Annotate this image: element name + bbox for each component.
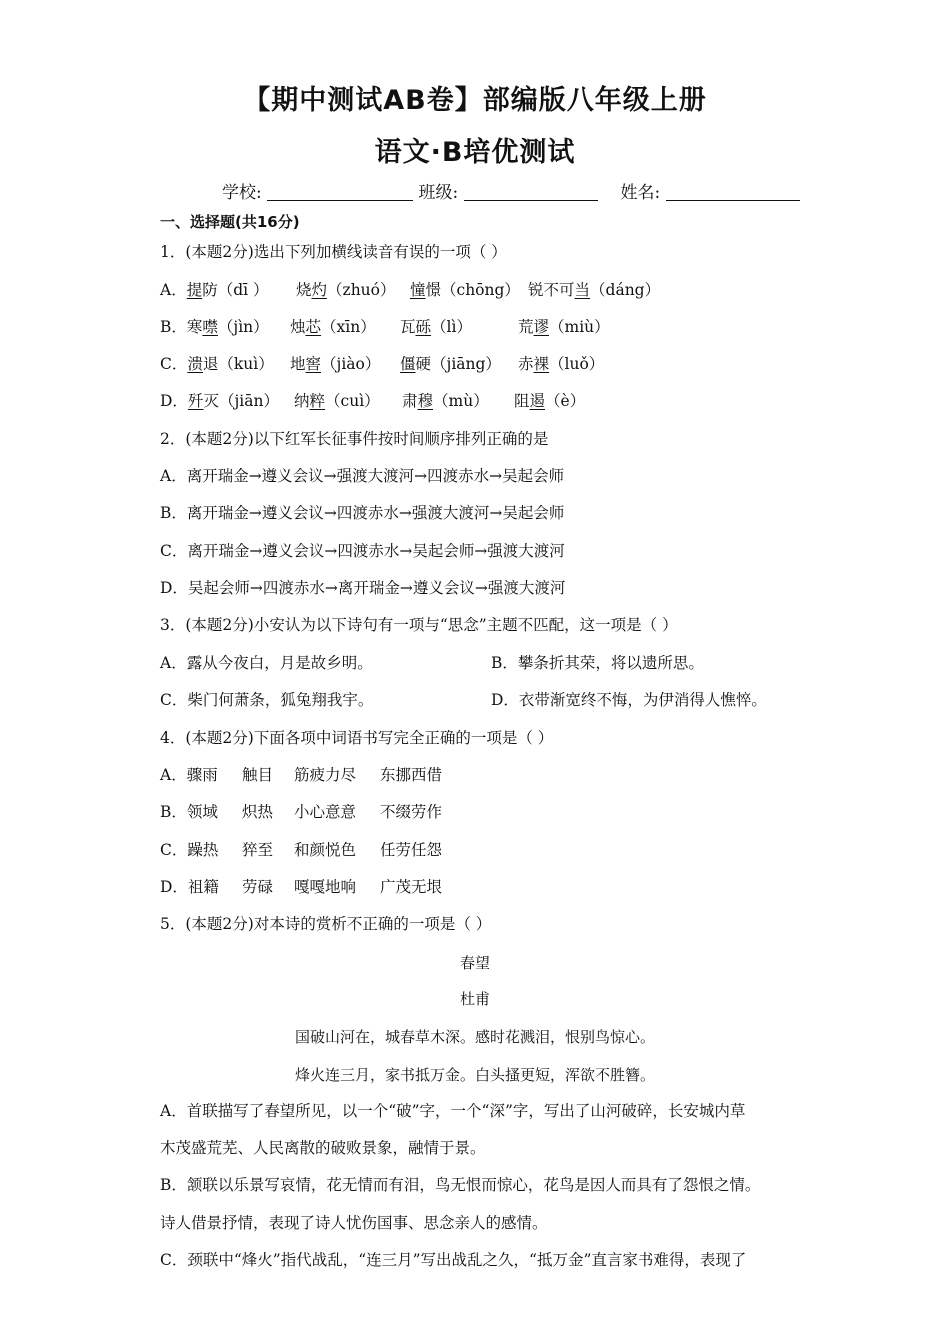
student-info-row	[222, 178, 800, 203]
question-1-option-c: C．溃退（kuì） 地窖（jiào） 僵硬（jiāng） 赤裸（luǒ）	[160, 355, 605, 373]
question-5-option-a-line-2: 木茂盛荒芜、人民离散的破败景象，融情于景。	[160, 1139, 486, 1157]
question-2-option-a: A．离开瑞金→遵义会议→强渡大渡河→四渡赤水→吴起会师	[160, 467, 565, 485]
question-5-option-b-line-1: B．颔联以乐景写哀情，花无情而有泪，鸟无恨而惊心，花鸟是因人而具有了怨恨之情。	[160, 1176, 761, 1194]
question-3-option-b: B．攀条折其荣，将以遗所思。	[491, 654, 704, 672]
question-3-option-a: A．露从今夜白，月是故乡明。	[160, 654, 373, 672]
question-4-stem: 4．(本题2分)下面各项中词语书写完全正确的一项是（ ）	[160, 729, 554, 747]
question-2-stem: 2．(本题2分)以下红军长征事件按时间顺序排列正确的是	[160, 430, 549, 448]
question-4-option-c: C．躁热 猝至 和颜悦色 任劳任怨	[160, 841, 443, 859]
name-label: 姓名:	[620, 183, 661, 203]
question-1-option-b: B．寒噤（jìn） 烛芯（xīn） 瓦砾（lì） 荒谬（miù）	[160, 318, 610, 336]
school-blank[interactable]	[267, 182, 413, 201]
question-4-option-a: A．骤雨 触目 筋疲力尽 东挪西借	[160, 766, 443, 784]
question-5-option-c-line-1: C．颈联中“烽火”指代战乱，“连三月”写出战乱之久，“抵万金”直言家书难得，表现了	[160, 1251, 747, 1269]
question-3-option-c: C．柴门何萧条，狐兔翔我宇。	[160, 691, 374, 709]
poem-title: 春望	[459, 954, 490, 972]
question-5-option-b-line-2: 诗人借景抒情，表现了诗人忧伤国事、思念亲人的感情。	[160, 1214, 548, 1232]
question-1-stem: 1．(本题2分)选出下列加横线读音有误的一项（ ）	[160, 243, 507, 261]
question-4-option-b: B．领域 炽热 小心意意 不缀劳作	[160, 803, 443, 821]
name-blank[interactable]	[666, 182, 800, 201]
question-3-stem: 3．(本题2分)小安认为以下诗句有一项与“思念”主题不匹配，这一项是（ ）	[160, 616, 678, 634]
poem-line-1: 国破山河在，城春草木深。感时花溅泪，恨别鸟惊心。	[294, 1028, 655, 1046]
question-5-stem: 5．(本题2分)对本诗的赏析不正确的一项是（ ）	[160, 915, 492, 933]
question-5-option-a-line-1: A．首联描写了春望所见，以一个“破”字，一个“深”字，写出了山河破碎，长安城内草	[160, 1102, 746, 1120]
poem-author: 杜甫	[459, 990, 490, 1008]
question-1-option-a: A．提防（dī ） 烧灼（zhuó） 憧憬（chōng） 锐不可当（dáng）	[160, 281, 661, 299]
question-3-option-d: D．衣带渐宽终不悔，为伊消得人憔悴。	[491, 691, 767, 709]
section-title: 一、选择题(共16分)	[160, 213, 300, 231]
exam-title: 【期中测试AB卷】部编版八年级上册	[243, 85, 707, 116]
question-1-option-d: D．歼灭（jiān） 纳粹（cuì） 肃穆（mù） 阻遏（è）	[160, 392, 586, 410]
school-label: 学校:	[222, 183, 262, 203]
poem-line-2: 烽火连三月，家书抵万金。白头搔更短，浑欲不胜簪。	[294, 1066, 655, 1084]
class-label: 班级:	[418, 183, 459, 203]
class-blank[interactable]	[464, 182, 598, 201]
question-2-option-d: D．吴起会师→四渡赤水→离开瑞金→遵义会议→强渡大渡河	[160, 579, 566, 597]
question-4-option-d: D．祖籍 劳碌 嘎嘎地响 广茂无垠	[160, 878, 443, 896]
question-2-option-b: B．离开瑞金→遵义会议→四渡赤水→强渡大渡河→吴起会师	[160, 504, 565, 522]
question-2-option-c: C．离开瑞金→遵义会议→四渡赤水→吴起会师→强渡大渡河	[160, 542, 565, 560]
exam-subtitle: 语文·B培优测试	[374, 137, 576, 168]
